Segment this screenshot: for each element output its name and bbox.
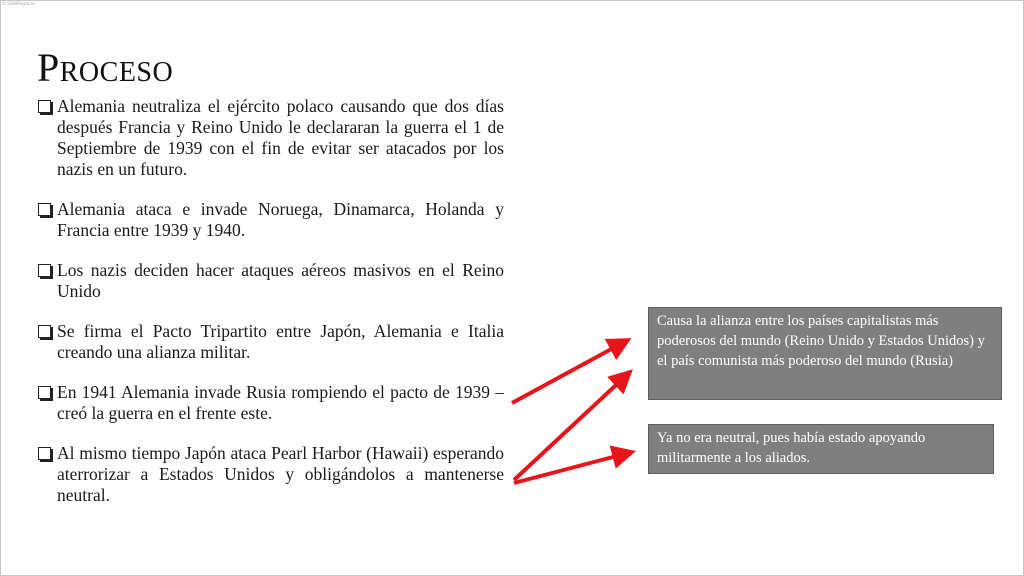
arrow-to-neutrality-note — [514, 452, 632, 483]
bullet-text: Se firma el Pacto Tripartito entre Japón, Alemania e Italia creando una alianza militar. — [57, 321, 504, 362]
note-box-alliance: Causa la alianza entre los países capitalistas más poderosos del mundo (Reino Unido y Estados Unidos) y el país comunista más poderoso del mundo (Rusia) — [648, 307, 1002, 400]
bullet-text: En 1941 Alemania invade Rusia rompiendo el pacto de 1939 – creó la guerra en el frente este. — [57, 382, 504, 423]
arrow-to-alliance-note — [512, 340, 628, 403]
bullet-text: Los nazis deciden hacer ataques aéreos masivos en el Reino Unido — [57, 260, 504, 301]
arrow-to-alliance-note — [514, 372, 630, 480]
bullet-text: Alemania ataca e invade Noruega, Dinamarca, Holanda y Francia entre 1939 y 1940. — [57, 199, 504, 240]
bullet-text: Alemania neutraliza el ejército polaco causando que dos días después Francia y Reino Unido le declararan la guerra el 1 de Septiembre de 1939 con el fin de evitar ser atacados por los nazis en un futuro. — [57, 96, 504, 179]
watermark: © SlidePlayer.es — [2, 1, 35, 6]
note-box-neutrality: Ya no era neutral, pues había estado apoyando militarmente a los aliados. — [648, 424, 994, 474]
bullet-text: Al mismo tiempo Japón ataca Pearl Harbor (Hawaii) esperando aterrorizar a Estados Unidos y obligándolos a mantenerse neutral. — [57, 443, 504, 505]
slide-title: Proceso — [37, 45, 174, 90]
